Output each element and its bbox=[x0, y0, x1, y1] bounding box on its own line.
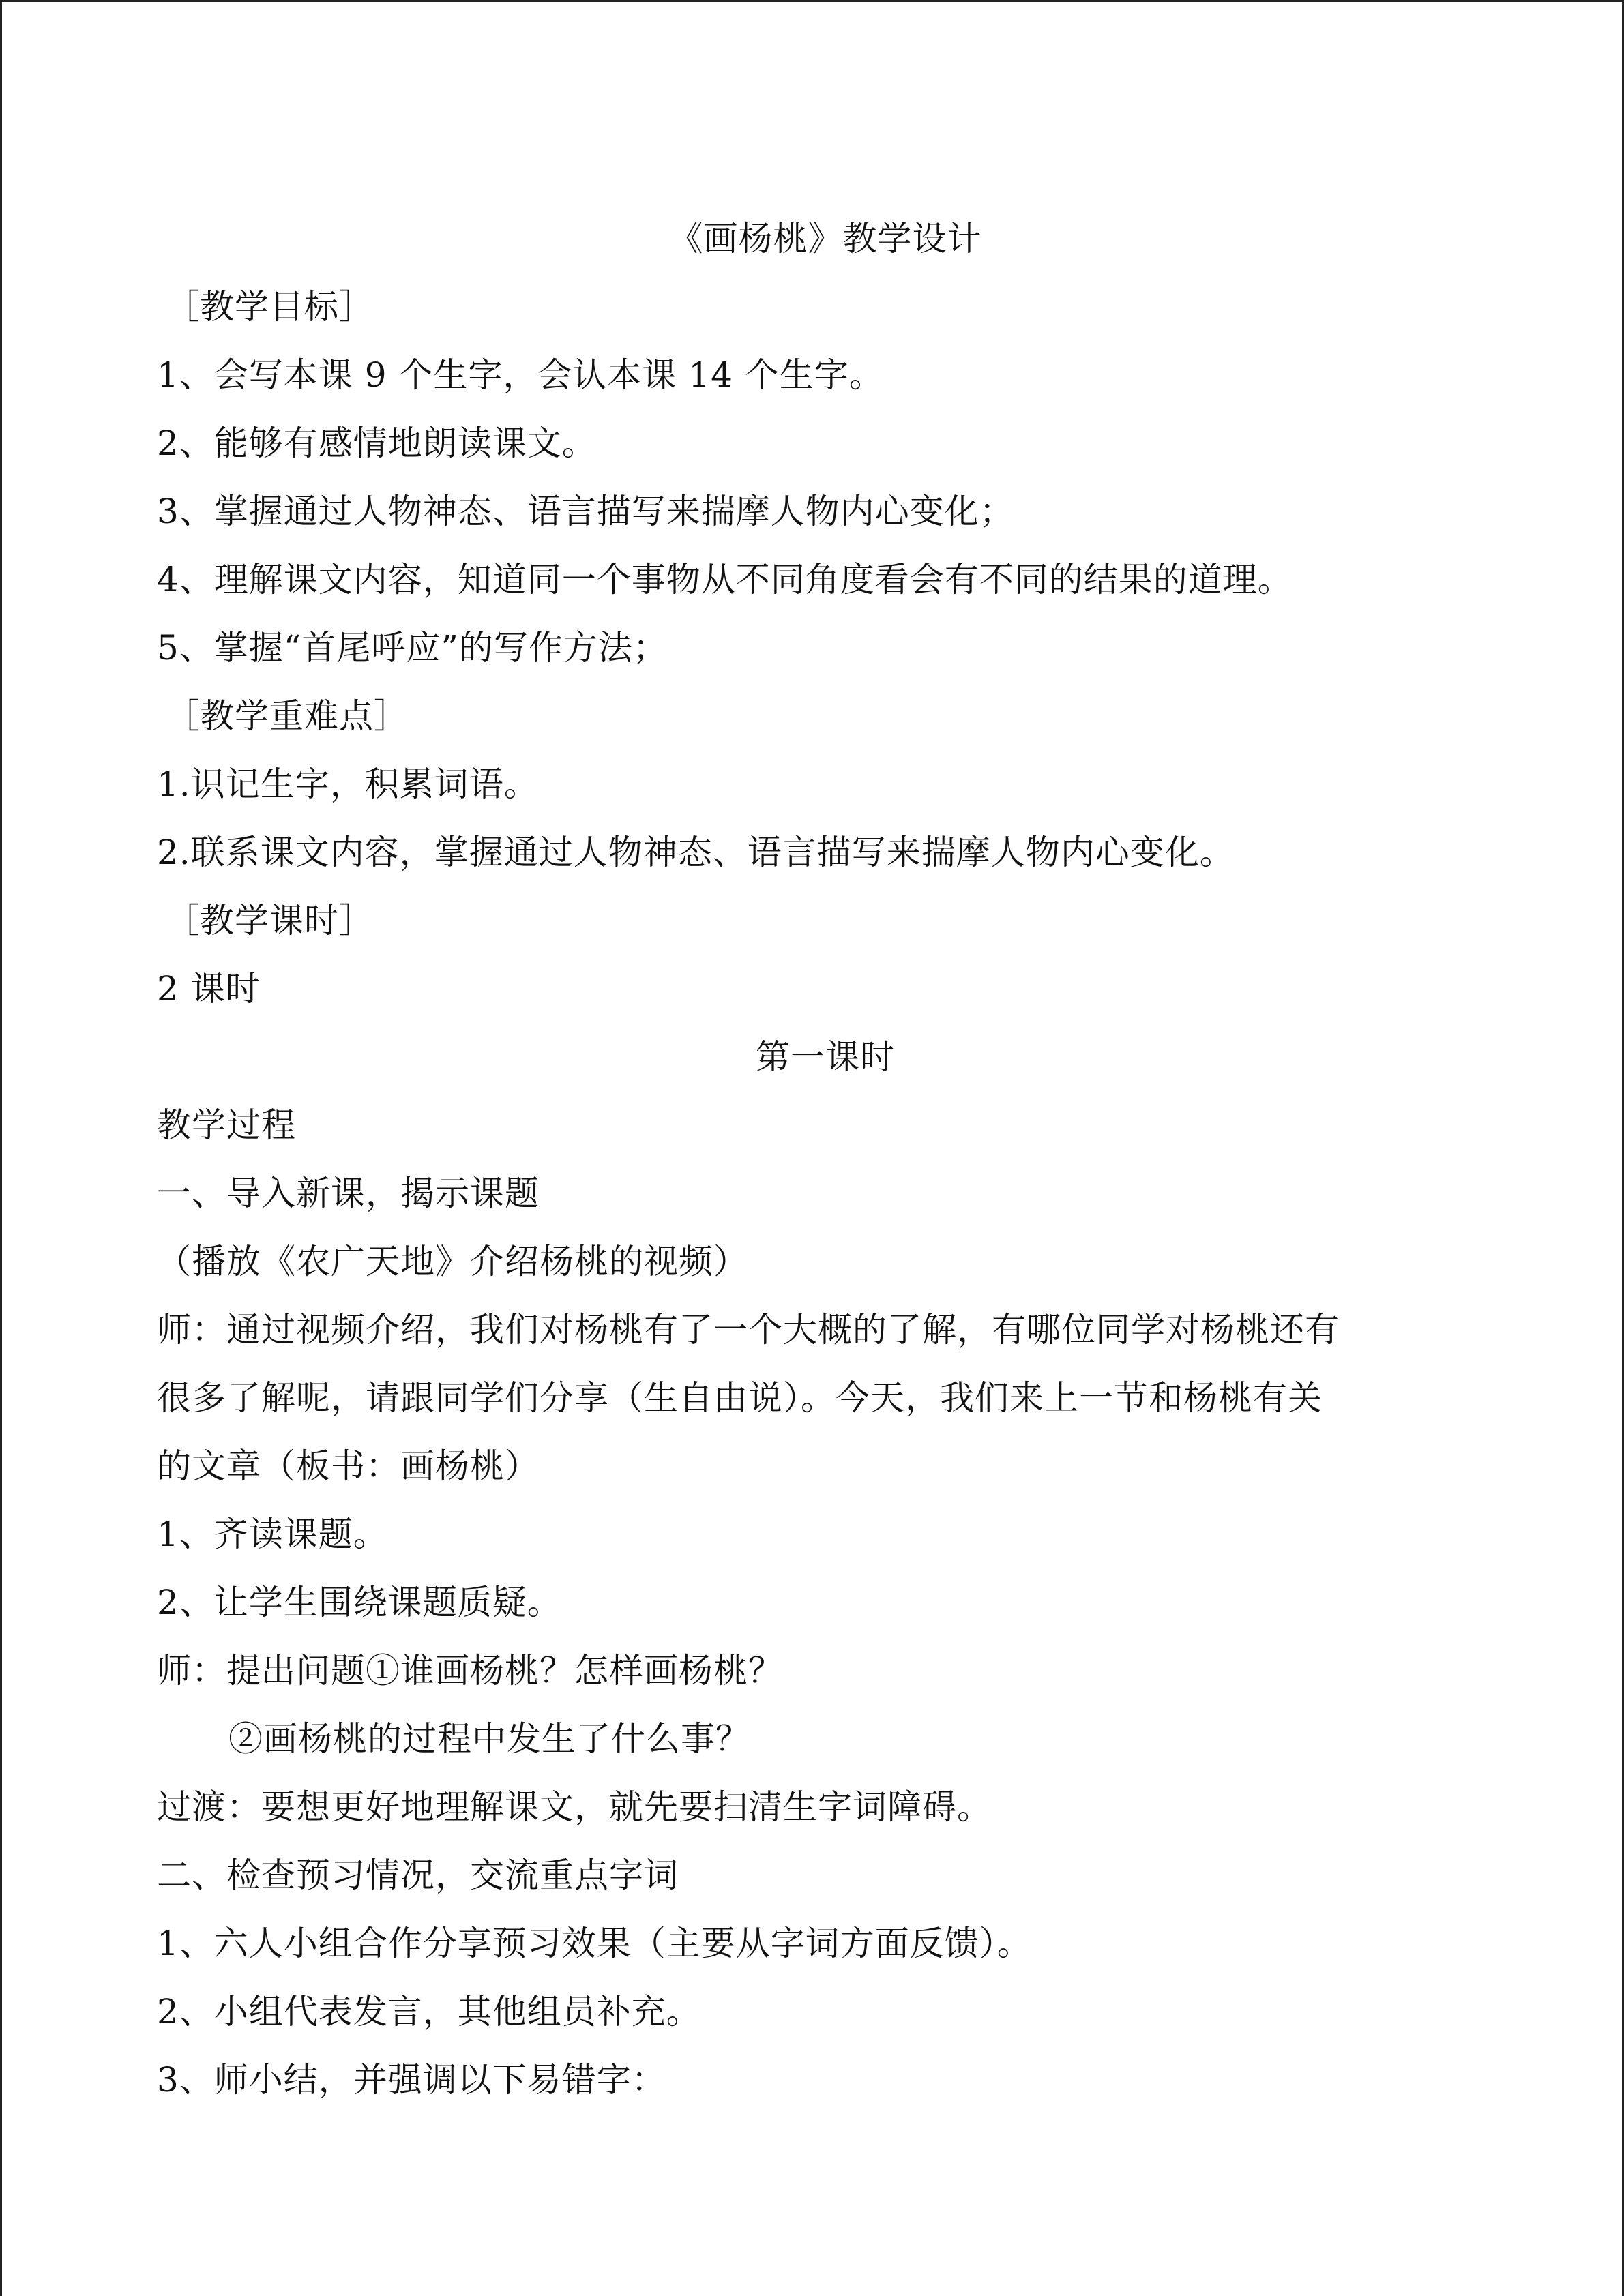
goals-heading: ［教学目标］ bbox=[165, 287, 374, 327]
teacher-paragraph-line: 师：通过视频介绍，我们对杨桃有了一个大概的了解，有哪位同学对杨桃还有 bbox=[157, 1310, 1340, 1350]
transition-text: 过渡：要想更好地理解课文，就先要扫清生字词障碍。 bbox=[157, 1787, 992, 1827]
teacher-paragraph-line: 很多了解呢，请跟同学们分享（生自由说）。今天，我们来上一节和杨桃有关 bbox=[157, 1378, 1323, 1418]
document-body bbox=[157, 205, 1494, 2114]
goal-item: 1、会写本课 9 个生字，会认本课 14 个生字。 bbox=[157, 355, 884, 395]
hours-heading: ［教学课时］ bbox=[165, 901, 374, 940]
goal-item: 5、掌握“首尾呼应”的写作方法； bbox=[157, 628, 668, 668]
teacher-paragraph-line: 的文章（板书：画杨桃） bbox=[157, 1446, 540, 1486]
part2-step: 1、六人小组合作分享预习效果（主要从字词方面反馈）。 bbox=[157, 1924, 1032, 1963]
goal-item: 4、理解课文内容，知道同一个事物从不同角度看会有不同的结果的道理。 bbox=[157, 560, 1293, 599]
document-title: 《画杨桃》教学设计 bbox=[668, 219, 982, 258]
part1-video-note: （播放《农广天地》介绍杨桃的视频） bbox=[157, 1242, 748, 1281]
hours-value: 2 课时 bbox=[157, 969, 261, 1009]
teacher-question: 师：提出问题①谁画杨桃？怎样画杨桃？ bbox=[157, 1651, 783, 1690]
goal-item: 2、能够有感情地朗读课文。 bbox=[157, 423, 597, 463]
key-point-item: 2.联系课文内容，掌握通过人物神态、语言描写来揣摩人物内心变化。 bbox=[157, 833, 1235, 872]
key-point-item: 1.识记生字，积累词语。 bbox=[157, 764, 539, 804]
part1-step: 1、齐读课题。 bbox=[157, 1515, 388, 1554]
part2-step: 3、师小结，并强调以下易错字： bbox=[157, 2060, 666, 2100]
part2-step: 2、小组代表发言，其他组员补充。 bbox=[157, 1992, 701, 2031]
part1-heading: 一、导入新课，揭示课题 bbox=[157, 1174, 540, 1213]
teacher-question: ②画杨桃的过程中发生了什么事？ bbox=[228, 1719, 750, 1759]
goal-item: 3、掌握通过人物神态、语言描写来揣摩人物内心变化； bbox=[157, 492, 1014, 531]
part1-step: 2、让学生围绕课题质疑。 bbox=[157, 1583, 562, 1622]
lesson-title: 第一课时 bbox=[756, 1037, 895, 1077]
key-points-heading: ［教学重难点］ bbox=[165, 696, 409, 736]
process-heading: 教学过程 bbox=[157, 1105, 296, 1145]
part2-heading: 二、检查预习情况，交流重点字词 bbox=[157, 1855, 679, 1895]
